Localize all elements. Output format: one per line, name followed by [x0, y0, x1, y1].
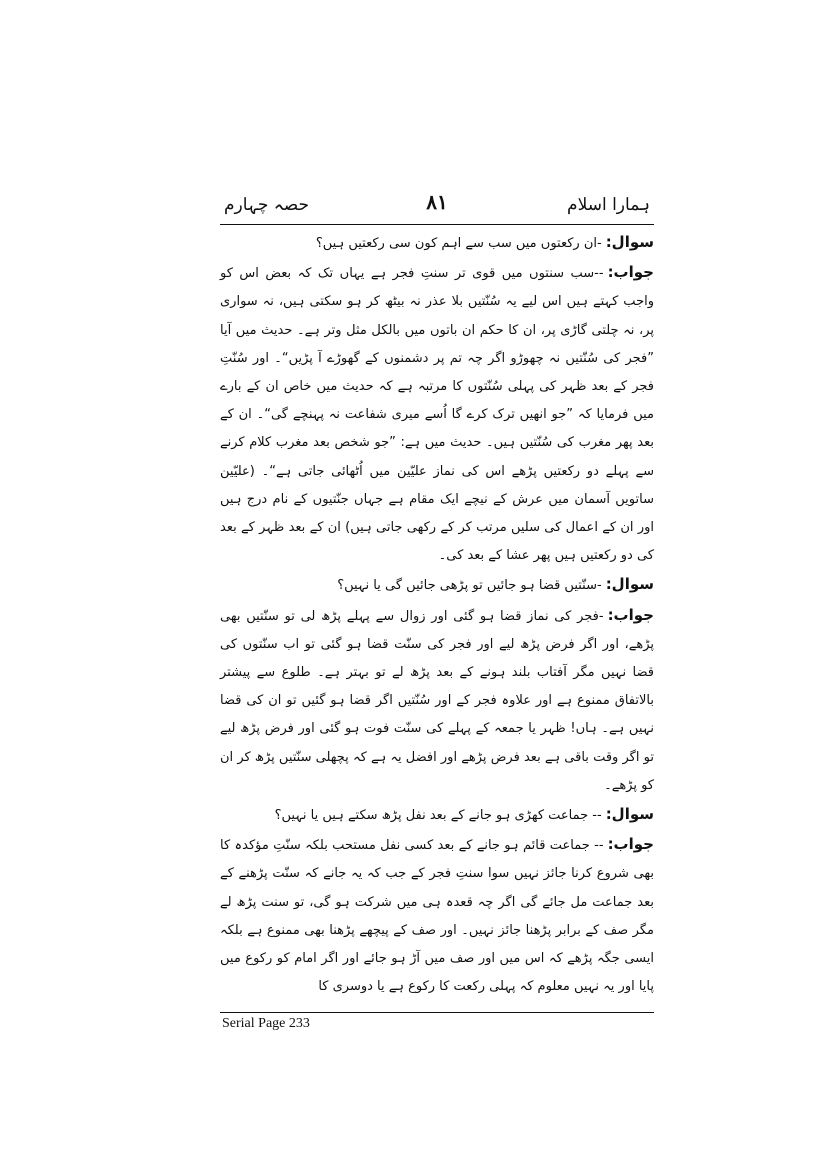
- book-title: ہمارا اسلام: [567, 195, 650, 215]
- question-label: سوال:: [605, 233, 654, 251]
- answer-block: [220, 258, 654, 570]
- page-header: [220, 190, 654, 224]
- answer-text: -- جماعت قائم ہو جانے کے بعد کسی نفل مستحب بلکہ سنّتِ مؤکدہ کا بھی شروع کرنا جائز نہیں سوا سنتِ فجر کے جب کہ یہ جانے کہ سنّت پڑھنے کے بعد جماعت مل جائے گی اگر چہ قعدہ ہی میں شرکت ہو گی، تو سنت پڑھ لے مگر صف کے برابر پڑھنا جائز نہیں۔ اور صف کے پیچھے پڑھنا بھی ممنوع ہے بلکہ ایسی جگہ پڑھے کہ اس میں اور صف میں آڑ ہو جائے اور اگر امام کو رکوع میں پایا اور یہ نہیں معلوم کہ پہلی رکعت کا رکوع ہے یا دوسری کا: [220, 838, 654, 995]
- answer-label: جواب:: [607, 835, 654, 854]
- answer-label: جواب:: [607, 605, 654, 624]
- question-block: [220, 800, 654, 830]
- section-label: حصہ چہارم: [224, 195, 309, 215]
- page-body: [220, 228, 654, 1001]
- question-block: [220, 570, 654, 600]
- answer-text: --سب سنتوں میں قوی تر سنتِ فجر ہے یہاں تک کہ بعض اس کو واجب کہتے ہیں اس لیے یہ سُنّتیں بلا عذر نہ بیٹھ کر ہو سکتی ہیں، نہ سواری پر، نہ چلتی گاڑی پر، ان کا حکم ان باتوں میں بالکل مثل وتر ہے۔ حدیث میں آیا ”فجر کی سُنّتیں نہ چھوڑو اگر چہ تم پر دشمنوں کے گھوڑے آ پڑیں“۔ اور سُنّتِ فجر کے بعد ظہر کی پہلی سُنّتوں کا مرتبہ ہے کہ حدیث میں خاص ان کے بارے میں فرمایا کہ ”جو انھیں ترک کرے گا اُسے میری شفاعت نہ پہنچے گی“۔ ان کے بعد پھر مغرب کی سُنّتیں ہیں۔ حدیث میں ہے: ”جو شخص بعد مغرب کلام کرنے سے پہلے دو رکعتیں پڑھے اس کی نماز علیّین میں اُٹھائی جاتی ہے“۔ (علیّین ساتویں آسمان میں عرش کے نیچے ایک مقام ہے جہاں جنّتیوں کے نام درج ہیں اور ان کے اعمال کی سلیں مرتب کر کے رکھی جاتی ہیں) ان کے بعد ظہر کے بعد کی دو رکعتیں ہیں پھر عشا کے بعد کی۔: [220, 266, 654, 564]
- answer-block: [220, 830, 654, 1001]
- answer-label: جواب:: [607, 263, 654, 282]
- question-label: سوال:: [605, 575, 654, 594]
- footer-divider: [220, 1012, 654, 1013]
- page-number: ۸۱: [426, 190, 448, 214]
- question-label: سوال:: [605, 805, 654, 824]
- question-text: -سنّتیں قضا ہو جائیں تو پڑھی جائیں گی یا نہیں؟: [337, 578, 602, 594]
- question-text: -- جماعت کھڑی ہو جانے کے بعد نفل پڑھ سکتے ہیں یا نہیں؟: [274, 808, 602, 824]
- header-divider: [220, 224, 654, 225]
- serial-page-footer: Serial Page 233: [222, 1016, 310, 1031]
- question-text: -ان رکعتوں میں سب سے اہم کون سی رکعتیں ہیں؟: [315, 236, 602, 251]
- question-block: [220, 228, 654, 258]
- answer-text: -فجر کی نماز قضا ہو گئی اور زوال سے پہلے پڑھ لی تو سنّتیں بھی پڑھے، اور اگر فرض پڑھ لیے اور فجر کی سنّت قضا ہو گئی تو اب سنّتوں کی قضا نہیں مگر آفتاب بلند ہونے کے بعد پڑھ لے تو بہتر ہے۔ طلوع سے پیشتر بالاتفاق ممنوع ہے اور علاوہ فجر کے اور سُنّتیں اگر قضا ہو گئیں تو ان کی قضا نہیں ہے۔ ہاں! ظہر یا جمعہ کے پہلے کی سنّت فوت ہو گئی اور فرض پڑھ لیے تو اگر وقت باقی ہے بعد فرض پڑھے اور افضل یہ ہے کہ پچھلی سنّتیں پڑھ کر ان کو پڑھے۔: [220, 608, 654, 793]
- answer-block: [220, 601, 654, 800]
